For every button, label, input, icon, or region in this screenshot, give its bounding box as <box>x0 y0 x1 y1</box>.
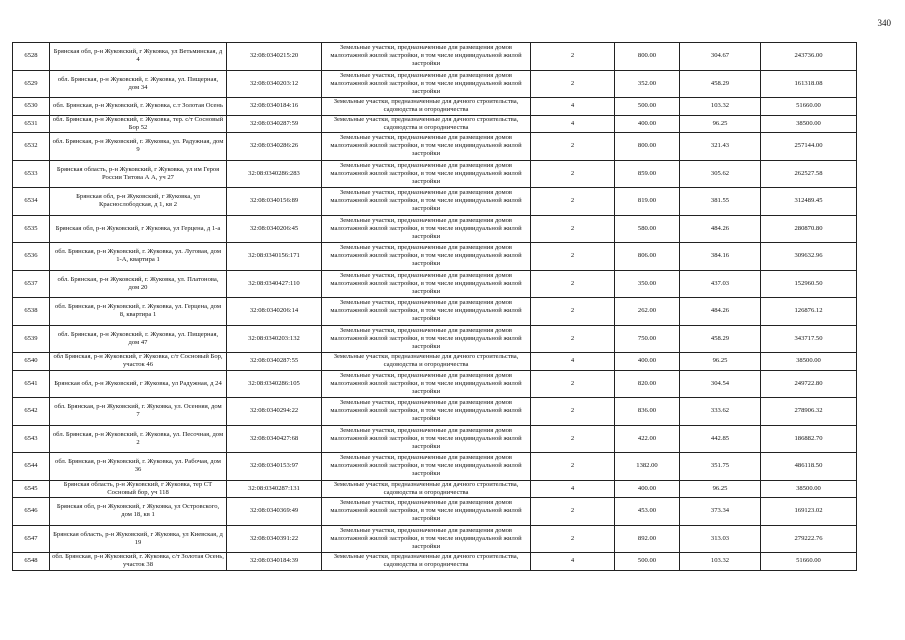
land-use-cell: Земельные участки, предназначенные для размещения домов малоэтажной жилой застройки, в том числе индивидуальной жилой застройки <box>322 398 531 426</box>
table-row <box>13 453 857 481</box>
unit-value-cell: 373.34 <box>680 498 761 526</box>
unit-value-cell: 442.85 <box>680 425 761 453</box>
cadastral-number-cell: 32:08:0340215:20 <box>227 43 322 71</box>
row-number-cell: 6535 <box>13 215 50 243</box>
address-cell: Брянская обл, р-н Жуковский, г Жуковка, ул Ветьминская, д 4 <box>50 43 227 71</box>
zone-cell: 4 <box>531 353 615 371</box>
cadastral-value-cell: 280870.80 <box>761 215 857 243</box>
land-use-cell: Земельные участки, предназначенные для дачного строительства, садоводства и огородничества <box>322 98 531 116</box>
unit-value-cell: 103.32 <box>680 98 761 116</box>
row-number-cell: 6528 <box>13 43 50 71</box>
cadastral-number-cell: 32:08:0340203:132 <box>227 325 322 353</box>
cadastral-value-cell: 343717.50 <box>761 325 857 353</box>
area-cell: 820.00 <box>615 370 680 398</box>
unit-value-cell: 96.25 <box>680 480 761 498</box>
table-row <box>13 498 857 526</box>
land-use-cell: Земельные участки, предназначенные для дачного строительства, садоводства и огородничества <box>322 480 531 498</box>
address-cell: обл. Брянская, р-н Жуковский, г. Жуковка, ул. Пищерная, дом 34 <box>50 70 227 98</box>
land-use-cell: Земельные участки, предназначенные для размещения домов малоэтажной жилой застройки, в том числе индивидуальной жилой застройки <box>322 525 531 553</box>
land-registry-table <box>12 42 857 571</box>
row-number-cell: 6545 <box>13 480 50 498</box>
cadastral-value-cell: 152960.50 <box>761 270 857 298</box>
area-cell: 750.00 <box>615 325 680 353</box>
area-cell: 400.00 <box>615 115 680 133</box>
address-cell: Брянская обл, р-н Жуковский, г Жуковка, ул Краснослободская, д 1, кв 2 <box>50 188 227 216</box>
zone-cell: 2 <box>531 270 615 298</box>
unit-value-cell: 351.75 <box>680 453 761 481</box>
table-row <box>13 98 857 116</box>
row-number-cell: 6532 <box>13 133 50 161</box>
cadastral-number-cell: 32:08:0340203:12 <box>227 70 322 98</box>
row-number-cell: 6541 <box>13 370 50 398</box>
address-cell: обл. Брянская, р-н Жуковский, г. Жуковка, ул. Луговая, дом 1-А, квартира 1 <box>50 243 227 271</box>
table-row <box>13 353 857 371</box>
zone-cell: 2 <box>531 70 615 98</box>
area-cell: 806.00 <box>615 243 680 271</box>
land-use-cell: Земельные участки, предназначенные для размещения домов малоэтажной жилой застройки, в том числе индивидуальной жилой застройки <box>322 43 531 71</box>
cadastral-value-cell: 257144.00 <box>761 133 857 161</box>
area-cell: 262.00 <box>615 298 680 326</box>
area-cell: 819.00 <box>615 188 680 216</box>
address-cell: обл. Брянская, р-н Жуковский, г. Жуковка, ул. Радужная, дом 9 <box>50 133 227 161</box>
row-number-cell: 6544 <box>13 453 50 481</box>
cadastral-value-cell: 161318.08 <box>761 70 857 98</box>
area-cell: 500.00 <box>615 553 680 571</box>
row-number-cell: 6536 <box>13 243 50 271</box>
unit-value-cell: 96.25 <box>680 353 761 371</box>
unit-value-cell: 484.26 <box>680 215 761 243</box>
row-number-cell: 6539 <box>13 325 50 353</box>
unit-value-cell: 437.03 <box>680 270 761 298</box>
zone-cell: 2 <box>531 525 615 553</box>
table-row <box>13 188 857 216</box>
cadastral-value-cell: 312489.45 <box>761 188 857 216</box>
address-cell: Брянская область, р-н Жуковский, г Жуковка, ул им Героя России Титова А А, уч 27 <box>50 160 227 188</box>
area-cell: 1382.00 <box>615 453 680 481</box>
address-cell: Брянская область, р-н Жуковский, г Жуковка, ул Киевская, д 19 <box>50 525 227 553</box>
area-cell: 400.00 <box>615 353 680 371</box>
address-cell: Брянская обл, р-н Жуковский, г Жуковка, ул Радужная, д 24 <box>50 370 227 398</box>
cadastral-value-cell: 38500.00 <box>761 353 857 371</box>
cadastral-number-cell: 32:08:0340287:59 <box>227 115 322 133</box>
table-row <box>13 525 857 553</box>
address-cell: обл. Брянская, р-н Жуковский, г. Жуковка, ул. Песочная, дом 2 <box>50 425 227 453</box>
cadastral-number-cell: 32:08:0340184:16 <box>227 98 322 116</box>
cadastral-number-cell: 32:08:0340156:89 <box>227 188 322 216</box>
land-use-cell: Земельные участки, предназначенные для размещения домов малоэтажной жилой застройки, в том числе индивидуальной жилой застройки <box>322 498 531 526</box>
address-cell: обл. Брянская, р-н Жуковский, г. Жуковка, с.т Золотая Осень <box>50 98 227 116</box>
unit-value-cell: 96.25 <box>680 115 761 133</box>
unit-value-cell: 304.54 <box>680 370 761 398</box>
cadastral-value-cell: 278906.32 <box>761 398 857 426</box>
area-cell: 453.00 <box>615 498 680 526</box>
area-cell: 422.00 <box>615 425 680 453</box>
land-use-cell: Земельные участки, предназначенные для размещения домов малоэтажной жилой застройки, в том числе индивидуальной жилой застройки <box>322 243 531 271</box>
table-row <box>13 70 857 98</box>
cadastral-value-cell: 126876.12 <box>761 298 857 326</box>
table-row <box>13 160 857 188</box>
cadastral-value-cell: 51660.00 <box>761 553 857 571</box>
land-use-cell: Земельные участки, предназначенные для дачного строительства, садоводства и огородничества <box>322 115 531 133</box>
row-number-cell: 6529 <box>13 70 50 98</box>
area-cell: 352.00 <box>615 70 680 98</box>
zone-cell: 2 <box>531 325 615 353</box>
zone-cell: 2 <box>531 43 615 71</box>
zone-cell: 2 <box>531 398 615 426</box>
unit-value-cell: 384.16 <box>680 243 761 271</box>
table-row <box>13 298 857 326</box>
cadastral-value-cell: 38500.00 <box>761 115 857 133</box>
land-use-cell: Земельные участки, предназначенные для дачного строительства, садоводства и огородничества <box>322 553 531 571</box>
table-row <box>13 43 857 71</box>
address-cell: обл. Брянская, р-н Жуковский, г. Жуковка, ул. Пищерная, дом 47 <box>50 325 227 353</box>
land-use-cell: Земельные участки, предназначенные для размещения домов малоэтажной жилой застройки, в том числе индивидуальной жилой застройки <box>322 325 531 353</box>
row-number-cell: 6548 <box>13 553 50 571</box>
cadastral-value-cell: 309632.96 <box>761 243 857 271</box>
address-cell: обл. Брянская, р-н Жуковский, г. Жуковка, ул. Осенняя, дом 7 <box>50 398 227 426</box>
address-cell: Брянская область, р-н Жуковский, г Жуковка, тер СТ Сосновый бор, уч 118 <box>50 480 227 498</box>
row-number-cell: 6543 <box>13 425 50 453</box>
table-row <box>13 398 857 426</box>
land-use-cell: Земельные участки, предназначенные для размещения домов малоэтажной жилой застройки, в том числе индивидуальной жилой застройки <box>322 425 531 453</box>
cadastral-number-cell: 32:08:0340427:110 <box>227 270 322 298</box>
row-number-cell: 6533 <box>13 160 50 188</box>
unit-value-cell: 484.26 <box>680 298 761 326</box>
area-cell: 350.00 <box>615 270 680 298</box>
row-number-cell: 6540 <box>13 353 50 371</box>
address-cell: обл. Брянская, р-н Жуковский, г. Жуковка, тер. с/т Сосновый Бор 52 <box>50 115 227 133</box>
address-cell: обл Брянская, р-н Жуковский, г Жуковка, с/т Сосновый Бор, участок 46 <box>50 353 227 371</box>
cadastral-number-cell: 32:08:0340369:49 <box>227 498 322 526</box>
zone-cell: 2 <box>531 160 615 188</box>
zone-cell: 2 <box>531 298 615 326</box>
cadastral-value-cell: 51660.00 <box>761 98 857 116</box>
cadastral-number-cell: 32:08:0340294:22 <box>227 398 322 426</box>
area-cell: 400.00 <box>615 480 680 498</box>
zone-cell: 2 <box>531 133 615 161</box>
unit-value-cell: 333.62 <box>680 398 761 426</box>
land-use-cell: Земельные участки, предназначенные для размещения домов малоэтажной жилой застройки, в том числе индивидуальной жилой застройки <box>322 133 531 161</box>
zone-cell: 2 <box>531 498 615 526</box>
zone-cell: 2 <box>531 243 615 271</box>
table-row <box>13 553 857 571</box>
land-use-cell: Земельные участки, предназначенные для размещения домов малоэтажной жилой застройки, в том числе индивидуальной жилой застройки <box>322 270 531 298</box>
land-use-cell: Земельные участки, предназначенные для размещения домов малоэтажной жилой застройки, в том числе индивидуальной жилой застройки <box>322 70 531 98</box>
cadastral-value-cell: 249722.80 <box>761 370 857 398</box>
cadastral-number-cell: 32:08:0340287:55 <box>227 353 322 371</box>
cadastral-value-cell: 243736.00 <box>761 43 857 71</box>
unit-value-cell: 313.03 <box>680 525 761 553</box>
land-use-cell: Земельные участки, предназначенные для размещения домов малоэтажной жилой застройки, в том числе индивидуальной жилой застройки <box>322 160 531 188</box>
area-cell: 800.00 <box>615 43 680 71</box>
row-number-cell: 6531 <box>13 115 50 133</box>
zone-cell: 4 <box>531 480 615 498</box>
address-cell: обл. Брянская, р-н Жуковский, г. Жуковка, ул. Герцена, дом 8, квартира 1 <box>50 298 227 326</box>
row-number-cell: 6537 <box>13 270 50 298</box>
area-cell: 859.00 <box>615 160 680 188</box>
cadastral-value-cell: 169123.02 <box>761 498 857 526</box>
unit-value-cell: 321.43 <box>680 133 761 161</box>
address-cell: Брянская обл, р-н Жуковский, г Жуковка, ул Островского, дом 18, кв 1 <box>50 498 227 526</box>
area-cell: 836.00 <box>615 398 680 426</box>
cadastral-number-cell: 32:08:0340286:105 <box>227 370 322 398</box>
address-cell: обл. Брянская, р-н Жуковский, г. Жуковка, ул. Платонова, дом 20 <box>50 270 227 298</box>
address-cell: Брянская обл, р-н Жуковский, г Жуковка, ул Герцена, д 1-а <box>50 215 227 243</box>
table-row <box>13 115 857 133</box>
land-use-cell: Земельные участки, предназначенные для размещения домов малоэтажной жилой застройки, в том числе индивидуальной жилой застройки <box>322 215 531 243</box>
table-row <box>13 480 857 498</box>
zone-cell: 4 <box>531 98 615 116</box>
table-row <box>13 370 857 398</box>
address-cell: обл. Брянская, р-н Жуковский, г. Жуковка, ул. Рабочая, дом 36 <box>50 453 227 481</box>
land-use-cell: Земельные участки, предназначенные для размещения домов малоэтажной жилой застройки, в том числе индивидуальной жилой застройки <box>322 188 531 216</box>
table-row <box>13 325 857 353</box>
cadastral-value-cell: 279222.76 <box>761 525 857 553</box>
zone-cell: 2 <box>531 425 615 453</box>
cadastral-number-cell: 32:08:0340427:68 <box>227 425 322 453</box>
cadastral-value-cell: 262527.58 <box>761 160 857 188</box>
table-body <box>13 43 857 571</box>
land-use-cell: Земельные участки, предназначенные для размещения домов малоэтажной жилой застройки, в том числе индивидуальной жилой застройки <box>322 453 531 481</box>
cadastral-number-cell: 32:08:0340184:39 <box>227 553 322 571</box>
cadastral-number-cell: 32:08:0340286:26 <box>227 133 322 161</box>
area-cell: 500.00 <box>615 98 680 116</box>
zone-cell: 4 <box>531 115 615 133</box>
cadastral-number-cell: 32:08:0340287:131 <box>227 480 322 498</box>
unit-value-cell: 458.29 <box>680 325 761 353</box>
table-row <box>13 243 857 271</box>
cadastral-number-cell: 32:08:0340206:14 <box>227 298 322 326</box>
unit-value-cell: 304.67 <box>680 43 761 71</box>
land-use-cell: Земельные участки, предназначенные для размещения домов малоэтажной жилой застройки, в том числе индивидуальной жилой застройки <box>322 370 531 398</box>
zone-cell: 2 <box>531 453 615 481</box>
zone-cell: 2 <box>531 370 615 398</box>
table-row <box>13 270 857 298</box>
cadastral-number-cell: 32:08:0340286:283 <box>227 160 322 188</box>
address-cell: обл. Брянская, р-н Жуковский, г. Жуковка, с/т Золотая Осень, участок 38 <box>50 553 227 571</box>
cadastral-number-cell: 32:08:0340206:45 <box>227 215 322 243</box>
unit-value-cell: 103.32 <box>680 553 761 571</box>
zone-cell: 4 <box>531 553 615 571</box>
row-number-cell: 6538 <box>13 298 50 326</box>
cadastral-number-cell: 32:08:0340153:97 <box>227 453 322 481</box>
row-number-cell: 6534 <box>13 188 50 216</box>
row-number-cell: 6530 <box>13 98 50 116</box>
unit-value-cell: 458.29 <box>680 70 761 98</box>
land-use-cell: Земельные участки, предназначенные для дачного строительства, садоводства и огородничества <box>322 353 531 371</box>
row-number-cell: 6546 <box>13 498 50 526</box>
area-cell: 800.00 <box>615 133 680 161</box>
cadastral-value-cell: 186882.70 <box>761 425 857 453</box>
zone-cell: 2 <box>531 215 615 243</box>
table-row <box>13 133 857 161</box>
area-cell: 580.00 <box>615 215 680 243</box>
cadastral-value-cell: 486118.50 <box>761 453 857 481</box>
land-use-cell: Земельные участки, предназначенные для размещения домов малоэтажной жилой застройки, в том числе индивидуальной жилой застройки <box>322 298 531 326</box>
row-number-cell: 6542 <box>13 398 50 426</box>
table-row <box>13 425 857 453</box>
cadastral-number-cell: 32:08:0340391:22 <box>227 525 322 553</box>
area-cell: 892.00 <box>615 525 680 553</box>
zone-cell: 2 <box>531 188 615 216</box>
cadastral-number-cell: 32:08:0340156:171 <box>227 243 322 271</box>
unit-value-cell: 381.55 <box>680 188 761 216</box>
unit-value-cell: 305.62 <box>680 160 761 188</box>
page-number: 340 <box>877 18 891 28</box>
cadastral-value-cell: 38500.00 <box>761 480 857 498</box>
table-row <box>13 215 857 243</box>
row-number-cell: 6547 <box>13 525 50 553</box>
